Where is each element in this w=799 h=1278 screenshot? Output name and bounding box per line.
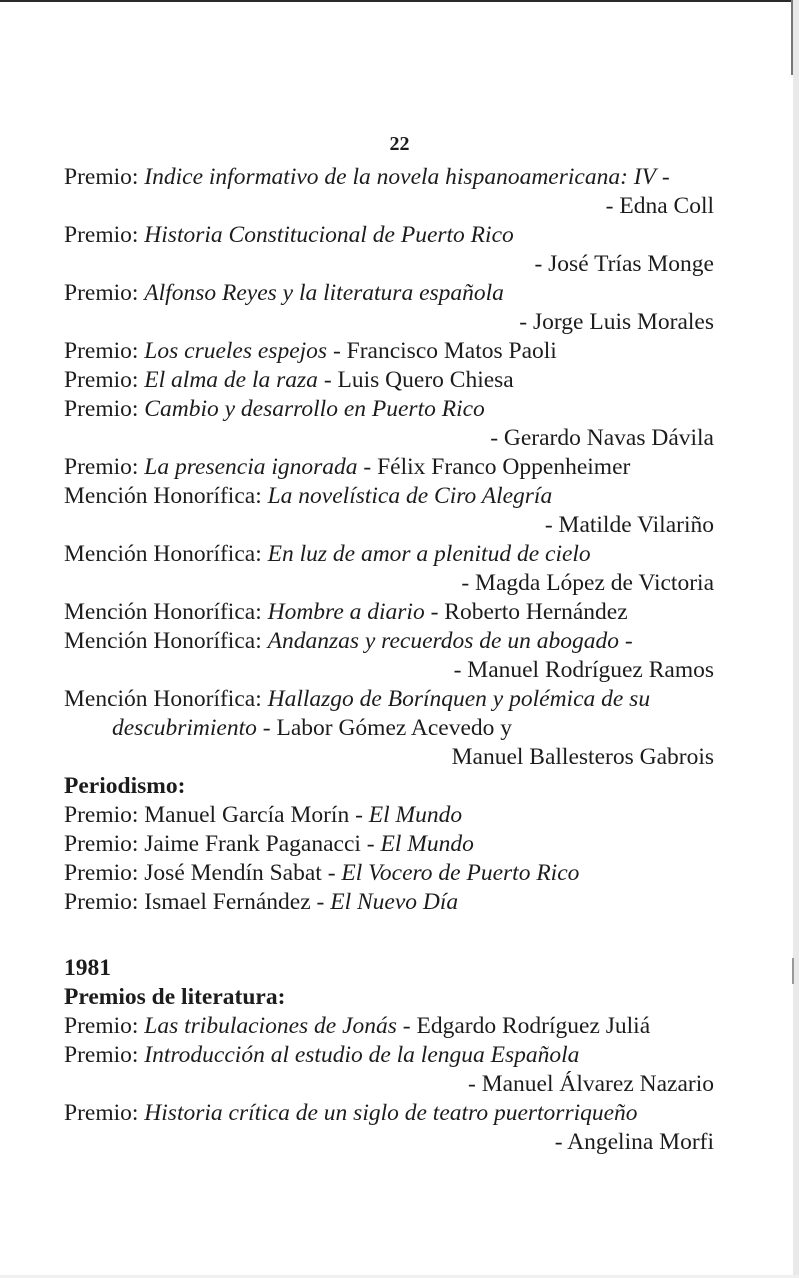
- publication-name: El Vocero de Puerto Rico: [341, 860, 580, 886]
- work-title: Historia Constitucional de Puerto Rico: [144, 222, 514, 248]
- work-title: Los crueles espejos: [144, 338, 328, 364]
- journalism-award-line: Premio: José Mendín Sabat - El Vocero de Puerto Rico: [64, 860, 580, 886]
- work-title: Historia crítica de un siglo de teatro puertorriqueño: [144, 1100, 638, 1126]
- author-line: - Magda López de Victoria: [461, 570, 714, 596]
- work-title: Introducción al estudio de la lengua Española: [144, 1042, 580, 1068]
- honorable-mention-line: Mención Honorífica: Andanzas y recuerdos de un abogado -: [64, 628, 633, 654]
- work-title: En luz de amor a plenitud de cielo: [267, 541, 591, 567]
- work-title: Hallazgo de Borínquen y polémica de su: [267, 686, 651, 712]
- work-title: Hombre a diario: [267, 599, 425, 625]
- journalism-award-line: Premio: Ismael Fernández - El Nuevo Día: [64, 889, 459, 915]
- award-line: Premio: Indice informativo de la novela hispanoamericana: IV -: [64, 164, 670, 190]
- work-title: Cambio y desarrollo en Puerto Rico: [144, 396, 485, 422]
- publication-name: El Nuevo Día: [330, 889, 459, 915]
- author-line: - José Trías Monge: [534, 251, 714, 277]
- award-line: Premio: Las tribulaciones de Jonás - Edgardo Rodríguez Juliá: [64, 1013, 651, 1039]
- author-line: - Matilde Vilariño: [544, 512, 714, 538]
- award-line: Premio: Historia crítica de un siglo de teatro puertorriqueño: [64, 1100, 638, 1126]
- scan-edge-top: [0, 0, 799, 2]
- scan-edge-mark: [792, 958, 794, 984]
- honorable-mention-line: Mención Honorífica: En luz de amor a plenitud de cielo: [64, 541, 591, 567]
- section-heading-literatura: Premios de literatura:: [64, 984, 286, 1010]
- honorable-mention-line: Mención Honorífica: Hallazgo de Borínquen y polémica de su: [64, 686, 651, 712]
- scan-edge-shadow: [791, 0, 793, 75]
- author-line: - Gerardo Navas Dávila: [490, 425, 714, 451]
- award-line: Premio: Los crueles espejos - Francisco Matos Paoli: [64, 338, 557, 364]
- publication-name: El Mundo: [380, 831, 474, 857]
- section-heading-periodismo: Periodismo:: [64, 773, 186, 799]
- journalism-award-line: Premio: Jaime Frank Paganacci - El Mundo: [64, 831, 474, 857]
- scan-edge-right: [793, 0, 799, 1278]
- work-title: Andanzas y recuerdos de un abogado: [267, 628, 619, 654]
- honorable-mention-line: Mención Honorífica: Hombre a diario - Roberto Hernández: [64, 599, 628, 625]
- author-line: - Manuel Álvarez Nazario: [468, 1071, 714, 1097]
- author-line: - Edna Coll: [605, 193, 714, 219]
- award-line: Premio: Introducción al estudio de la lengua Española: [64, 1042, 580, 1068]
- year-heading: 1981: [64, 955, 111, 981]
- work-title: La presencia ignorada: [144, 454, 358, 480]
- author-line: - Manuel Rodríguez Ramos: [453, 657, 714, 683]
- award-line: Premio: Historia Constitucional de Puerto Rico: [64, 222, 514, 248]
- award-line: Premio: El alma de la raza - Luis Quero Chiesa: [64, 367, 514, 393]
- publication-name: El Mundo: [368, 802, 463, 828]
- work-title: descubrimiento: [112, 715, 257, 741]
- award-line: Premio: La presencia ignorada - Félix Franco Oppenheimer: [64, 454, 631, 480]
- honorable-mention-line: Mención Honorífica: La novelística de Ciro Alegría: [64, 483, 553, 509]
- author-line: - Jorge Luis Morales: [519, 309, 714, 335]
- award-line: Premio: Alfonso Reyes y la literatura española: [64, 280, 504, 306]
- work-title: Las tribulaciones de Jonás: [144, 1013, 397, 1039]
- work-title: Indice informativo de la novela hispanoamericana: IV: [144, 164, 656, 190]
- continuation-line: descubrimiento - Labor Gómez Acevedo y: [112, 715, 513, 741]
- author-line: Manuel Ballesteros Gabrois: [451, 744, 714, 770]
- author-line: - Angelina Morfi: [554, 1129, 714, 1155]
- work-title: Alfonso Reyes y la literatura española: [144, 280, 504, 306]
- journalism-award-line: Premio: Manuel García Morín - El Mundo: [64, 802, 463, 828]
- award-line: Premio: Cambio y desarrollo en Puerto Rico: [64, 396, 485, 422]
- work-title: La novelística de Ciro Alegría: [267, 483, 553, 509]
- page-number: 22: [389, 133, 410, 155]
- work-title: El alma de la raza: [144, 367, 318, 393]
